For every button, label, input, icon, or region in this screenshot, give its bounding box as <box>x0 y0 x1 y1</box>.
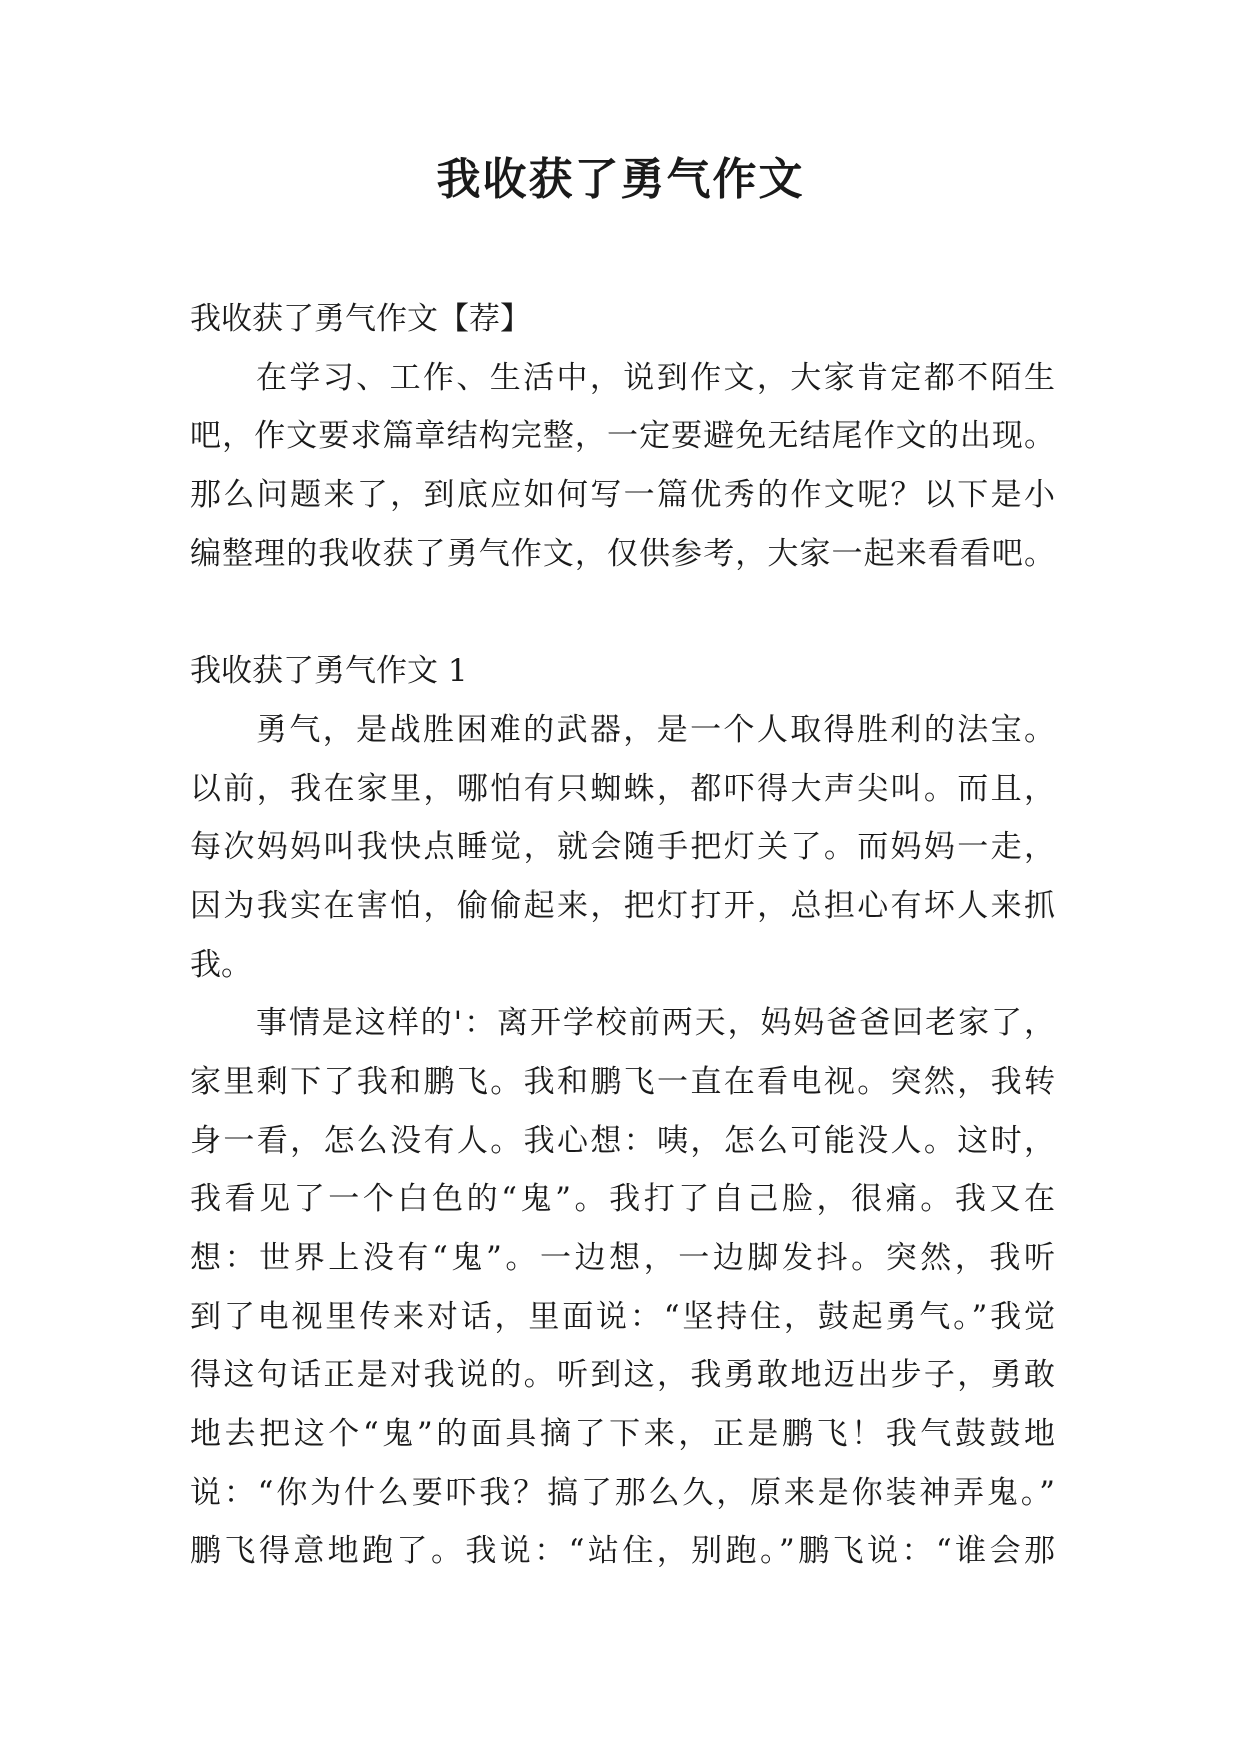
paragraph-line: 家里剩下了我和鹏飞。我和鹏飞一直在看电视。突然，我转 <box>190 1063 1055 1100</box>
essay-heading: 我收获了勇气作文 1 <box>190 653 468 690</box>
section-gap <box>190 583 1055 642</box>
intro-line: 那么问题来了，到底应如何写一篇优秀的作文呢？以下是小 <box>190 477 1055 514</box>
intro-heading: 我收获了勇气作文【荐】 <box>190 301 531 337</box>
paragraph-line: 我。 <box>190 946 252 983</box>
paragraph-line: 因为我实在害怕，偷偷起来，把灯打开，总担心有坏人来抓 <box>190 887 1055 924</box>
intro-line: 吧，作文要求篇章结构完整，一定要避免无结尾作文的出现。 <box>190 418 1055 455</box>
paragraph-line: 鹏飞得意地跑了。我说：“站住，别跑。”鹏飞说：“谁会那 <box>190 1533 1055 1570</box>
document-body <box>190 290 1055 1581</box>
paragraph-line: 到了电视里传来对话，里面说：“坚持住，鼓起勇气。”我觉 <box>190 1298 1055 1335</box>
paragraph-line: 勇气，是战胜困难的武器，是一个人取得胜利的法宝。 <box>256 711 1055 748</box>
paragraph-line: 事情是这样的'：离开学校前两天，妈妈爸爸回老家了， <box>256 1005 1055 1042</box>
paragraph-line: 得这句话正是对我说的。听到这，我勇敢地迈出步子，勇敢 <box>190 1357 1055 1394</box>
intro-line: 在学习、工作、生活中，说到作文，大家肯定都不陌生 <box>256 359 1055 396</box>
paragraph-line: 我看见了一个白色的“鬼”。我打了自己脸，很痛。我又在 <box>190 1181 1055 1218</box>
document-title: 我收获了勇气作文 <box>436 154 805 205</box>
intro-line: 编整理的我收获了勇气作文，仅供参考，大家一起来看看吧。 <box>190 535 1055 572</box>
paragraph-line: 以前，我在家里，哪怕有只蜘蛛，都吓得大声尖叫。而且， <box>190 770 1055 807</box>
paragraph-line: 地去把这个“鬼”的面具摘了下来，正是鹏飞！我气鼓鼓地 <box>190 1416 1055 1453</box>
paragraph-line: 身一看，怎么没有人。我心想：咦，怎么可能没人。这时， <box>190 1122 1055 1159</box>
paragraph-line: 每次妈妈叫我快点睡觉，就会随手把灯关了。而妈妈一走， <box>190 829 1055 866</box>
paragraph-line: 说：“你为什么要吓我？搞了那么久，原来是你装神弄鬼。” <box>190 1474 1055 1511</box>
paragraph-line: 想：世界上没有“鬼”。一边想，一边脚发抖。突然，我听 <box>190 1240 1055 1276</box>
